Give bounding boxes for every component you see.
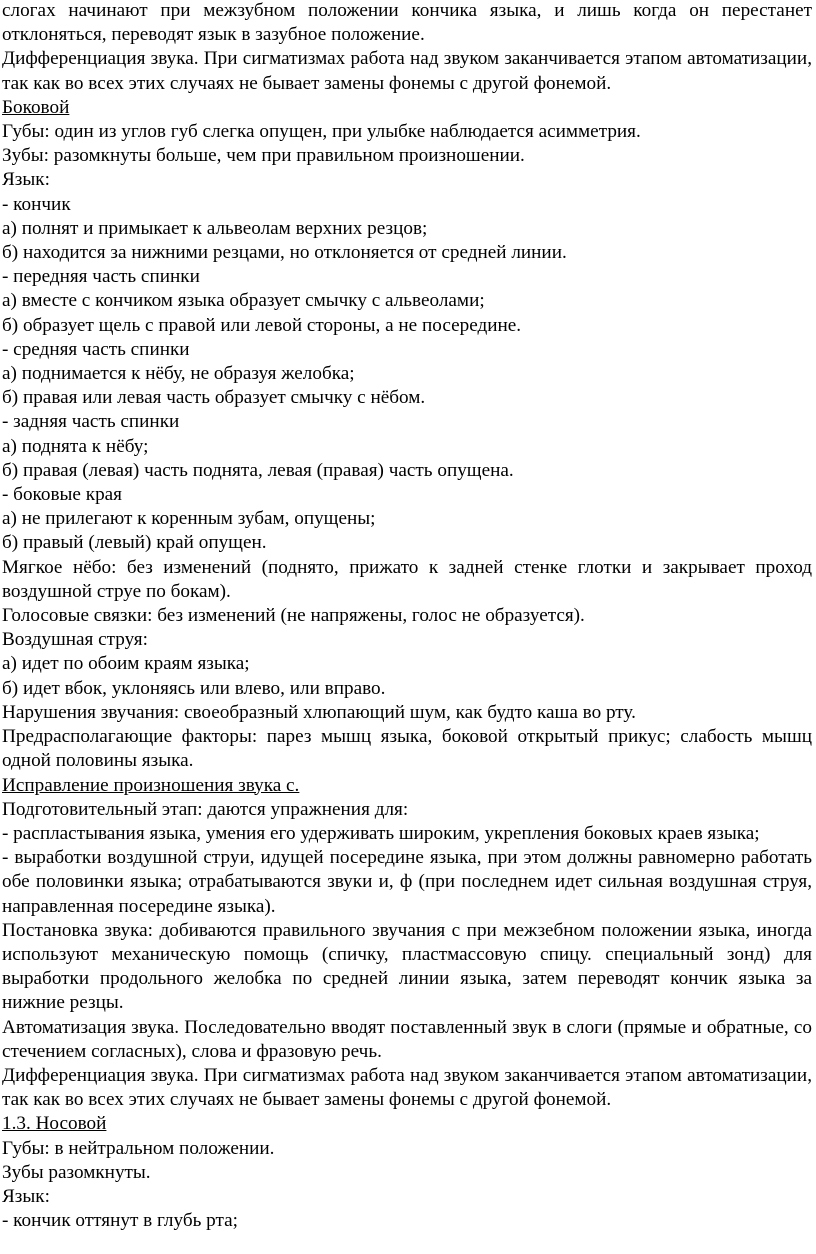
paragraph-sound-automation: Автоматизация звука. Последовательно вводят поставленный звук в слоги (прямые и обратные, со стечением согласных), слова и фразовую речь. bbox=[2, 1016, 812, 1062]
list-item-middle-back-b: б) правая или левая часть образует смычку с нёбом. bbox=[2, 387, 426, 409]
paragraph-soft-palate: Мягкое нёбо: без изменений (поднято, прижато к задней стенке глотки и закрывает проход воздушной струе по бокам). bbox=[2, 556, 812, 602]
paragraph-nasal-teeth: Зубы разомкнуты. bbox=[2, 1161, 151, 1183]
list-item-middle-back: - средняя часть спинки bbox=[2, 338, 190, 360]
list-item-rear-back-a: а) поднята к нёбу; bbox=[2, 435, 149, 457]
list-item-front-back-a: а) вместе с кончиком языка образует смычку с альвеолами; bbox=[2, 290, 485, 312]
list-item-airflow-b: б) идет вбок, уклоняясь или влево, или вправо. bbox=[2, 677, 386, 699]
paragraph-tongue-label: Язык: bbox=[2, 169, 50, 191]
list-item-side-edges: - боковые края bbox=[2, 484, 123, 506]
paragraph-teeth: Зубы: разомкнуты больше, чем при правильном произношении. bbox=[2, 145, 525, 167]
paragraph-sound-production: Постановка звука: добиваются правильного звучания с при межзебном положении языка, иногда используют механическую помощь (спичку, пластмассовую спицу. специальный зонд) для выработки продольного желобка по средней линии языка, затем переводят кончик языка за нижние резцы. bbox=[2, 919, 812, 1014]
list-item-side-edges-a: а) не прилегают к коренным зубам, опущены; bbox=[2, 508, 376, 530]
list-item-middle-back-a: а) поднимается к нёбу, не образуя желобка; bbox=[2, 363, 355, 385]
paragraph-lips: Губы: один из углов губ слегка опущен, при улыбке наблюдается асимметрия. bbox=[2, 121, 641, 143]
list-item-nasal-tip: - кончик оттянут в глубь рта; bbox=[2, 1210, 238, 1232]
list-item-side-edges-b: б) правый (левый) край опущен. bbox=[2, 532, 267, 554]
paragraph-preparatory-stage: Подготовительный этап: даются упражнения для: bbox=[2, 798, 409, 820]
paragraph-intro-continuation: слогах начинают при межзубном положении кончика языка, и лишь когда он перестанет отклоняться, переводят язык в зазубное положение. bbox=[2, 0, 812, 46]
paragraph-sound-disorders: Нарушения звучания: своеобразный хлюпающий шум, как будто каша во рту. bbox=[2, 701, 636, 723]
section-heading-correction: Исправление произношения звука с. bbox=[2, 774, 300, 796]
list-item-airflow-a: а) идет по обоим краям языка; bbox=[2, 653, 250, 675]
list-item-tip: - кончик bbox=[2, 193, 71, 215]
list-item-rear-back-b: б) правая (левая) часть поднята, левая (правая) часть опущена. bbox=[2, 459, 514, 481]
paragraph-vocal-cords: Голосовые связки: без изменений (не напряжены, голос не образуется). bbox=[2, 605, 585, 627]
list-item-tip-a: а) полнят и примыкает к альвеолам верхних резцов; bbox=[2, 217, 428, 239]
paragraph-nasal-lips: Губы: в нейтральном положении. bbox=[2, 1137, 275, 1159]
list-item-spreading-tongue: - распластывания языка, умения его удерживать широким, укрепления боковых краев языка; bbox=[2, 822, 760, 844]
paragraph-airflow-label: Воздушная струя: bbox=[2, 629, 148, 651]
list-item-front-back-b: б) образует щель с правой или левой стороны, а не посередине. bbox=[2, 314, 522, 336]
list-item-front-back: - передняя часть спинки bbox=[2, 266, 200, 288]
paragraph-predisposing-factors: Предрасполагающие факторы: парез мышц языка, боковой открытый прикус; слабость мышц одной половины языка. bbox=[2, 726, 812, 772]
section-heading-lateral: Боковой bbox=[2, 96, 70, 118]
list-item-airflow-training: - выработки воздушной струи, идущей посередине языка, при этом должны равномерно работать обе половинки языка; отрабатываются звуки и, ф (при последнем идет сильная воздушная струя, направленная посередине языка). bbox=[2, 847, 812, 917]
list-item-rear-back: - задняя часть спинки bbox=[2, 411, 180, 433]
paragraph-nasal-tongue-label: Язык: bbox=[2, 1185, 50, 1207]
section-heading-nasal: 1.3. Носовой bbox=[2, 1113, 107, 1135]
list-item-tip-b: б) находится за нижними резцами, но отклоняется от средней линии. bbox=[2, 242, 567, 264]
paragraph-differentiation-2: Дифференциация звука. При сигматизмах работа над звуком заканчивается этапом автоматизации, так как во всех этих случаях не бывает замены фонемы с другой фонемой. bbox=[2, 1064, 812, 1111]
paragraph-differentiation-1: Дифференциация звука. При сигматизмах работа над звуком заканчивается этапом автоматизации, так как во всех этих случаях не бывает замены фонемы с другой фонемой. bbox=[2, 48, 812, 94]
